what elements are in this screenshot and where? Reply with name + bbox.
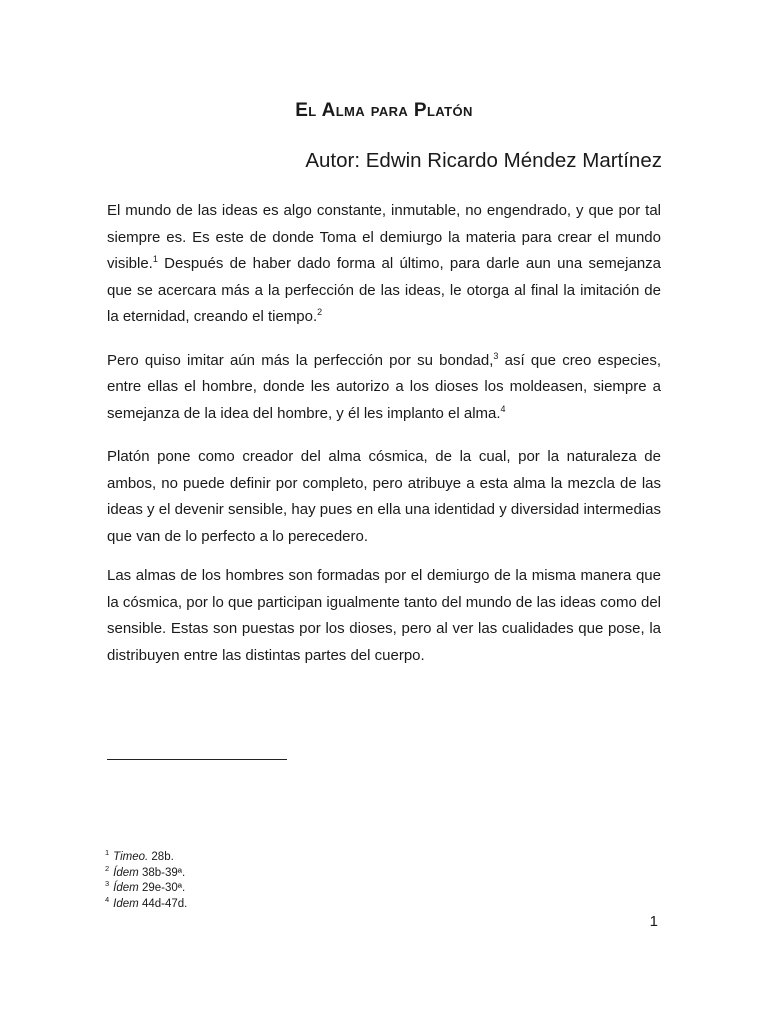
footnote-number: 1: [105, 848, 110, 858]
footnote-source: Ídem: [113, 866, 139, 879]
paragraph-text: Después de haber dado forma al último, para darle aun una semejanza que se acercara más a la perfección de las ideas, le otorga al final la imitación de la eternidad, creando el tiempo.: [107, 255, 661, 325]
footnote-detail: 38b-39ª.: [138, 866, 186, 879]
footnote: [105, 894, 405, 913]
footnote-source: Idem: [113, 897, 139, 910]
footnote-detail: 44d-47d.: [138, 897, 188, 910]
footnote-reference[interactable]: 3: [493, 350, 499, 361]
footnote: [105, 881, 405, 897]
paragraph-text: así que creo especies, entre ellas el hombre, donde les autorizo a los dioses los moldeasen, siempre a semejanza de la idea del hombre, y él les implanto el alma.: [107, 351, 661, 422]
paragraph-text: Pero quiso imitar aún más la perfección por su bondad,: [107, 351, 494, 369]
paragraph: [107, 348, 661, 428]
paragraph-text: Las almas de los hombres son formadas por el demiurgo de la misma manera que la cósmica, por lo que participan igualmente tanto del mundo de las ideas como del sensible. Estas son puestas por los dioses, pero al ver las cualidades que pose, la distribuyen entre las distintas partes del cuerpo.: [107, 567, 661, 664]
footnote: [105, 863, 405, 882]
footnote: [105, 850, 405, 866]
footnotes: [105, 850, 405, 912]
footnote-reference[interactable]: 4: [500, 403, 506, 414]
paragraph-text: Platón pone como creador del alma cósmica, de la cual, por la naturaleza de ambos, no puede definir por completo, pero atribuye a esta alma la mezcla de las ideas y el devenir sensible, hay pues en ella una identidad y diversidad intermedias que van de lo perfecto a lo perecedero.: [107, 448, 661, 545]
footnote-number: 4: [105, 894, 110, 904]
footnote-reference[interactable]: 1: [152, 254, 158, 264]
footnote-detail: 28b.: [148, 851, 174, 863]
paragraph-text: El mundo de las ideas es algo constante, inmutable, no engendrado, y que por tal siempre es. Es este de donde Toma el demiurgo la materia para crear el mundo visible.: [107, 202, 661, 272]
footnote-number: 2: [105, 863, 110, 873]
footnote-source: Ídem: [113, 882, 139, 894]
footnote-detail: 29e-30ª.: [138, 882, 186, 894]
paragraph: [107, 563, 661, 669]
footnote-separator: [107, 759, 287, 760]
footnote-reference[interactable]: 2: [317, 307, 323, 317]
paragraph: [107, 444, 661, 550]
footnote-source: Timeo.: [113, 851, 149, 863]
paragraph: [107, 198, 661, 331]
body-text: [107, 198, 661, 686]
document-title: El Alma para Platón: [295, 100, 473, 121]
footnote-number: 3: [105, 879, 110, 889]
page-number: 1: [649, 913, 658, 930]
document-author: Autor: Edwin Ricardo Méndez Martínez: [305, 149, 662, 172]
